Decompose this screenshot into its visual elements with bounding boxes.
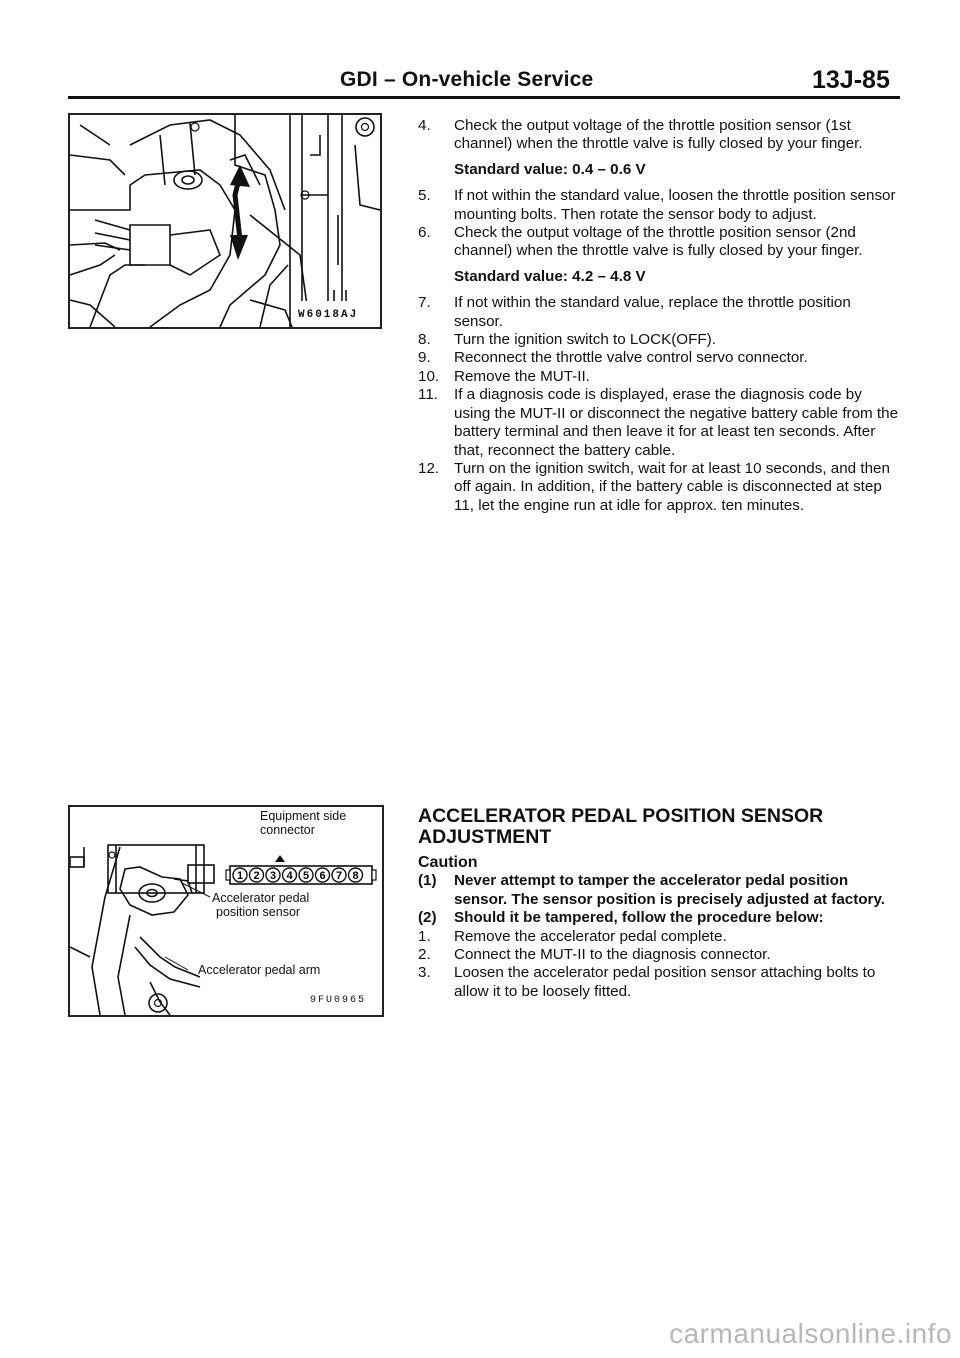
throttle-sensor-illustration	[70, 115, 380, 327]
step-text: Loosen the accelerator pedal position sensor attaching bolts to allow it to be loosely fitted.	[454, 964, 876, 1000]
standard-value: Standard value: 4.2 – 4.8 V	[454, 267, 646, 285]
caution-text: Never attempt to tamper the accelerator pedal position sensor. The sensor position is precisely adjusted at factory.	[454, 872, 886, 908]
step-number: 1.	[418, 927, 431, 945]
caution-number: (1)	[418, 872, 437, 890]
connector-pin-number: 6	[319, 870, 326, 882]
step-item	[418, 331, 900, 349]
equipment-label-line2: connector	[260, 823, 315, 837]
step-item	[418, 117, 900, 154]
sensor-label-line1: Accelerator pedal	[212, 891, 310, 905]
caution-item	[418, 872, 900, 909]
step-item	[418, 368, 900, 386]
step-number: 2.	[418, 946, 431, 964]
step-number: 12.	[418, 459, 440, 477]
step-text: Connect the MUT-II to the diagnosis connector.	[454, 946, 771, 964]
step-text: Turn the ignition switch to LOCK(OFF).	[454, 331, 716, 349]
standard-value: Standard value: 0.4 – 0.6 V	[454, 160, 646, 178]
throttle-procedure	[418, 117, 900, 515]
connector-pin-number: 7	[335, 870, 343, 882]
figure-code: 9FU0965	[310, 995, 367, 1006]
step-number: 4.	[418, 117, 431, 134]
connector-pin-number: 8	[352, 870, 359, 882]
step-item	[418, 224, 900, 261]
caution-number: (2)	[418, 909, 437, 927]
step-text: If not within the standard value, replace the throttle position sensor.	[454, 294, 851, 330]
step-item	[418, 386, 900, 460]
step-number: 9.	[418, 349, 431, 367]
accelerator-procedure	[418, 806, 900, 1001]
step-text: Check the output voltage of the throttle position sensor (2nd channel) when the throttle valve is fully closed by your finger.	[454, 224, 863, 260]
step-item	[418, 964, 900, 1001]
step-text: Check the output voltage of the throttle position sensor (1st channel) when the throttle valve is fully closed by your finger.	[454, 117, 863, 153]
page-number: 13J-85	[812, 66, 890, 94]
step-text: Turn on the ignition switch, wait for at least 10 seconds, and then off again. In addition, if the battery cable is disconnected at step 11, let the engine run at idle for approx. ten minutes.	[454, 459, 890, 514]
caution-item	[418, 909, 900, 927]
connector-pin-number: 5	[302, 870, 310, 882]
connector-pin-number: 4	[286, 870, 293, 882]
step-text: If a diagnosis code is displayed, erase the diagnosis code by using the MUT-II or disconnect the negative battery cable from the battery terminal and then leave it for at least ten seconds. After that, reconnect the battery cable.	[454, 386, 899, 459]
step-item	[418, 294, 900, 331]
step-text: Reconnect the throttle valve control servo connector.	[454, 349, 808, 367]
page-title: GDI – On-vehicle Service	[340, 68, 594, 91]
step-number: 5.	[418, 187, 431, 205]
step-item	[418, 928, 900, 946]
connector-pin-number: 2	[253, 870, 260, 882]
connector-pin-number: 3	[269, 870, 277, 882]
step-number: 8.	[418, 331, 431, 349]
step-text: If not within the standard value, loosen the throttle position sensor mounting bolts. Then rotate the sensor body to adjust.	[454, 187, 896, 223]
step-item	[418, 460, 900, 515]
connector-pin-number: 1	[236, 870, 244, 882]
step-item	[418, 187, 900, 224]
accelerator-sensor-figure	[68, 805, 384, 1017]
step-item	[418, 349, 900, 367]
step-number: 3.	[418, 964, 431, 982]
section-heading: ACCELERATOR PEDAL POSITION SENSOR	[418, 805, 824, 827]
throttle-sensor-figure	[68, 113, 382, 329]
step-number: 11.	[418, 386, 438, 404]
step-item	[418, 946, 900, 964]
step-number: 6.	[418, 224, 431, 242]
watermark: carmanualsonline.info	[669, 1318, 952, 1349]
step-number: 10.	[418, 367, 440, 385]
header-rule	[68, 96, 900, 99]
section-heading: ADJUSTMENT	[418, 826, 552, 848]
equipment-label-line1: Equipment side	[260, 809, 347, 823]
arm-label: Accelerator pedal arm	[198, 963, 321, 977]
step-number: 7.	[418, 294, 431, 312]
caution-text: Should it be tampered, follow the procedure below:	[454, 909, 824, 927]
figure-code: W6018AJ	[298, 309, 359, 321]
step-text: Remove the MUT-II.	[454, 367, 590, 385]
step-text: Remove the accelerator pedal complete.	[454, 927, 727, 945]
sensor-label-line2: position sensor	[216, 905, 301, 919]
caution-heading: Caution	[418, 854, 478, 871]
